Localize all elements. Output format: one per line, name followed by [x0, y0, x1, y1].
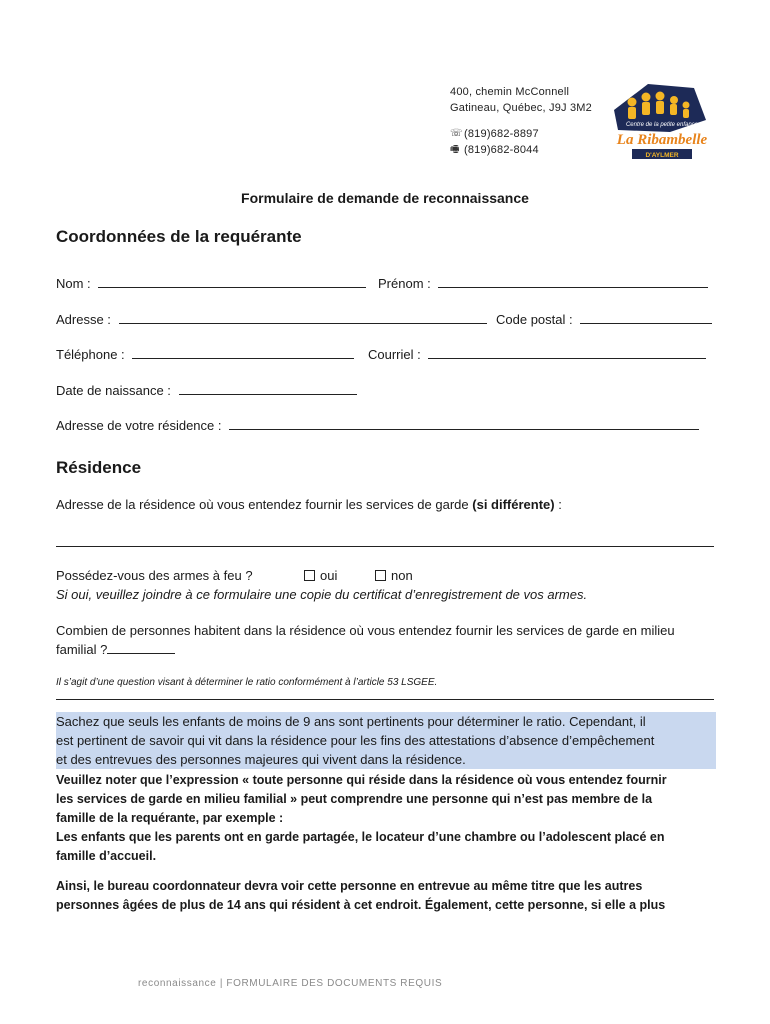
adresse-label: Adresse :	[56, 312, 111, 327]
code-postal-label: Code postal :	[496, 312, 573, 327]
interview-line-1: Ainsi, le bureau coordonnateur devra voir cette personne en entrevue au même titre que les autres	[56, 879, 643, 893]
nom-field[interactable]	[98, 275, 366, 288]
notice-line-1: Veuillez noter que l’expression « toute personne qui réside dans la résidence où vous entendez fournir	[56, 773, 667, 787]
logo-location: D'AYLMER	[645, 152, 679, 159]
ratio-note: Il s’agit d’une question visant à déterminer le ratio conformément à l’article 53 LSGEE.	[56, 677, 438, 688]
prenom-field[interactable]	[438, 275, 708, 288]
highlight-line-1: Sachez que seuls les enfants de moins de 9 ans sont pertinents pour déterminer le ratio. Cependant, il	[56, 714, 646, 729]
page-footer: reconnaissance | FORMULAIRE DES DOCUMENTS REQUIS	[138, 978, 443, 989]
address-line-2: Gatineau, Québec, J9J 3M2	[450, 102, 592, 114]
adresse-field[interactable]	[119, 311, 487, 324]
residence-address-bold: (si différente)	[472, 497, 555, 512]
logo-tagline: Centre de la petite enfance	[625, 122, 699, 128]
notice-line-4: Les enfants que les parents ont en garde partagée, le locateur d’une chambre ou l’adolescent placé en	[56, 830, 665, 844]
telephone-icon: ☏	[450, 128, 463, 139]
residence-address-field[interactable]	[56, 546, 714, 547]
telephone-label: Téléphone :	[56, 347, 125, 362]
adresse-field-row	[56, 311, 487, 327]
courriel-label: Courriel :	[368, 347, 421, 362]
residence-address-label: Adresse de la résidence où vous entendez fournir les services de garde	[56, 497, 469, 512]
residence-address-suffix: :	[558, 497, 562, 512]
residence-address-question	[56, 497, 562, 512]
adresse-residence-field-row	[56, 417, 699, 433]
ratio-highlight-paragraph	[56, 712, 716, 769]
telephone-field-row	[56, 346, 354, 362]
section-heading-residence: Résidence	[56, 458, 142, 477]
non-checkbox[interactable]	[375, 570, 386, 581]
notice-line-2: les services de garde en milieu familial » peut comprendre une personne qui n’est pas membre de la	[56, 792, 653, 806]
oui-label: oui	[320, 568, 338, 583]
armes-note: Si oui, veuillez joindre à ce formulaire une copie du certificat d’enregistrement de vos armes.	[56, 587, 588, 602]
non-label: non	[391, 568, 413, 583]
phone-number: (819)682-8897	[464, 128, 539, 140]
document-title: Formulaire de demande de reconnaissance	[241, 190, 529, 206]
date-naissance-label: Date de naissance :	[56, 383, 171, 398]
armes-non-option[interactable]	[375, 568, 413, 583]
date-naissance-field-row	[56, 382, 357, 398]
armes-question: Possédez-vous des armes à feu ?	[56, 568, 253, 583]
interview-paragraph	[56, 877, 665, 915]
armes-oui-option[interactable]	[304, 568, 337, 583]
logo-name: La Ribambelle	[616, 132, 708, 148]
adresse-residence-field[interactable]	[229, 417, 699, 430]
courriel-field[interactable]	[428, 346, 706, 359]
code-postal-field-row	[496, 311, 712, 327]
personnes-question-line-2	[56, 641, 175, 657]
address-line-1: 400, chemin McConnell	[450, 86, 570, 98]
section-heading-coordonnees: Coordonnées de la requérante	[56, 227, 302, 246]
notice-line-5: famille d’accueil.	[56, 849, 157, 863]
nom-label: Nom :	[56, 276, 91, 291]
highlight-line-2: est pertinent de savoir qui vit dans la résidence pour les fins des attestations d’absence d’empêchement	[56, 733, 655, 748]
interview-line-2: personnes âgées de plus de 14 ans qui résident à cet endroit. Également, cette personne, si elle a plus	[56, 898, 666, 912]
notice-paragraph	[56, 771, 667, 866]
personnes-question-line-1: Combien de personnes habitent dans la résidence où vous entendez fournir les services de garde en milieu	[56, 623, 675, 638]
highlight-line-3: et des entrevues des personnes majeures qui vivent dans la résidence.	[56, 752, 466, 767]
ribambelle-logo	[608, 80, 716, 164]
prenom-field-row	[378, 275, 708, 291]
notice-line-3: famille de la requérante, par exemple :	[56, 811, 284, 825]
fax-number: (819)682-8044	[464, 144, 539, 156]
date-naissance-field[interactable]	[179, 382, 357, 395]
fax-icon: 🖷	[450, 144, 460, 155]
divider	[56, 699, 714, 700]
personnes-question-label: familial ?	[56, 642, 108, 657]
personnes-count-field[interactable]	[107, 641, 175, 654]
oui-checkbox[interactable]	[304, 570, 315, 581]
telephone-field[interactable]	[132, 346, 354, 359]
code-postal-field[interactable]	[580, 311, 712, 324]
nom-field-row	[56, 275, 366, 291]
prenom-label: Prénom :	[378, 276, 431, 291]
adresse-residence-label: Adresse de votre résidence :	[56, 418, 222, 433]
courriel-field-row	[368, 346, 706, 362]
organization-address	[450, 84, 592, 158]
